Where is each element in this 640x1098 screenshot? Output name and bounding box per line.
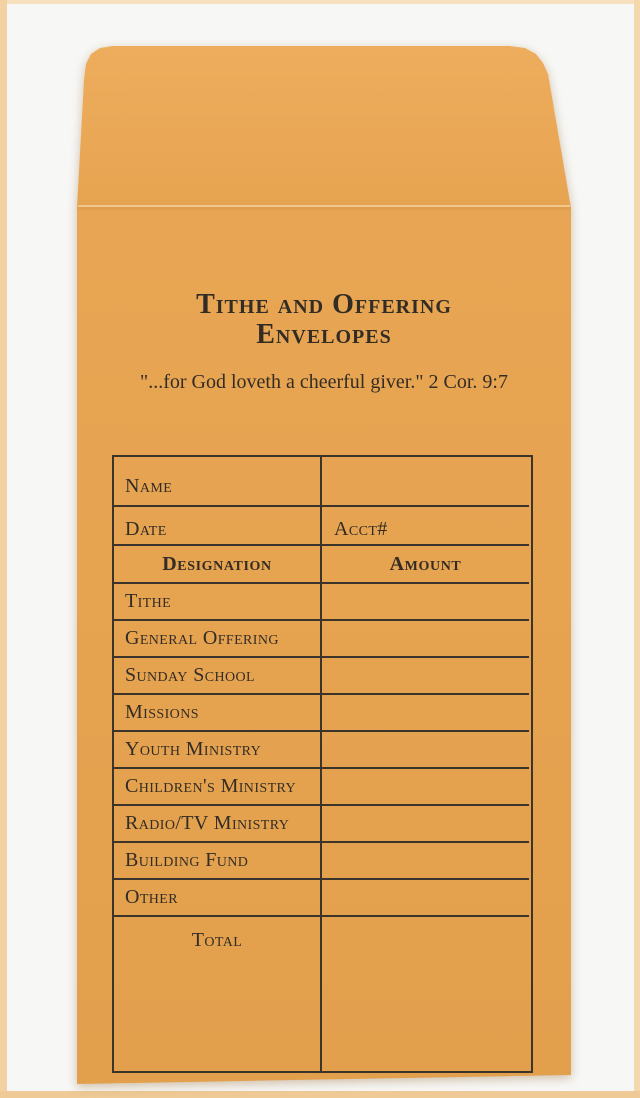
- designation-label-missions: Missions: [114, 693, 320, 730]
- amount-header-cell: Amount: [320, 544, 529, 582]
- total-label-cell: Total: [114, 915, 320, 1071]
- envelope-fold-crease: [78, 205, 570, 207]
- amount-cell-youth-ministry: [320, 730, 529, 767]
- amount-cell-sunday-school: [320, 656, 529, 693]
- envelope-title: [77, 290, 571, 350]
- envelope-flap: [77, 46, 571, 208]
- amount-cell-radio-tv-ministry: [320, 804, 529, 841]
- designation-label-radio-tv-ministry: Radio/TV Ministry: [114, 804, 320, 841]
- name-value-cell: [320, 457, 529, 505]
- name-label-cell: Name: [125, 475, 173, 497]
- designation-label-tithe: Tithe: [114, 582, 320, 619]
- scripture-verse: "...for God loveth a cheerful giver." 2 Cor. 9:7: [140, 371, 508, 393]
- date-label-cell: Date: [114, 505, 320, 544]
- title-line-2: Envelopes: [256, 319, 392, 350]
- designation-label-youth-ministry: Youth Ministry: [114, 730, 320, 767]
- designation-label-sunday-school: Sunday School: [114, 656, 320, 693]
- amount-cell-building-fund: [320, 841, 529, 878]
- amount-cell-missions: [320, 693, 529, 730]
- amount-cell-other: [320, 878, 529, 915]
- title-line-1: Tithe and Offering: [196, 289, 452, 320]
- offering-table: [112, 455, 533, 1073]
- designation-label-other: Other: [114, 878, 320, 915]
- amount-cell-childrens-ministry: [320, 767, 529, 804]
- designation-label-childrens-ministry: Children's Ministry: [114, 767, 320, 804]
- designation-label-general-offering: General Offering: [114, 619, 320, 656]
- amount-cell-general-offering: [320, 619, 529, 656]
- acct-label-cell: Acct#: [320, 505, 529, 544]
- designation-header-cell: Designation: [114, 544, 320, 582]
- total-amount-cell: [320, 915, 529, 1071]
- amount-cell-tithe: [320, 582, 529, 619]
- designation-label-building-fund: Building Fund: [114, 841, 320, 878]
